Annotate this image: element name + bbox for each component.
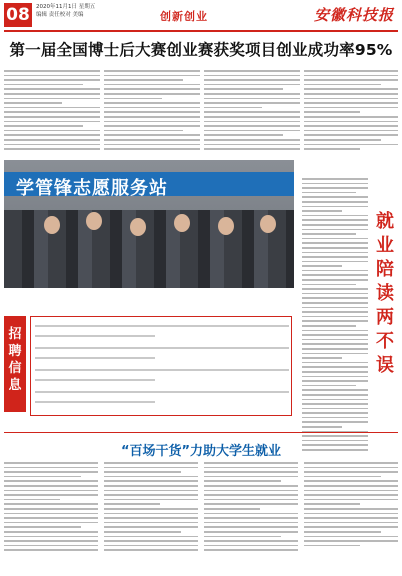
recruit-row [35, 379, 155, 381]
photo-person [44, 216, 60, 234]
issue-editors: 编辑 责任校对 美编 [36, 11, 84, 18]
photo-person [86, 212, 102, 230]
story2-headline: “百场干货”力助大学生就业 [120, 444, 282, 459]
main-headline: 第一届全国博士后大赛创业赛获奖项目创业成功率95% [9, 41, 393, 59]
story2-column-3 [204, 462, 298, 551]
issue-meta [36, 4, 95, 19]
story2-column-1 [4, 462, 98, 551]
side-story-slogan: 就业陪读两不误 [376, 211, 394, 376]
recruit-row [35, 369, 289, 371]
story2-column-2 [104, 462, 198, 551]
section-title: 创新创业 [160, 10, 208, 23]
issue-date: 2020年11月1日 星期五 [36, 4, 96, 10]
recruit-row [35, 357, 155, 359]
side-story-text [302, 178, 368, 451]
masthead-rule [4, 30, 398, 32]
recruit-row [35, 391, 289, 393]
recruit-tag: 招聘信息 [4, 316, 26, 412]
photo-banner-text: 学管锋志愿服务站 [16, 178, 168, 199]
main-story-column-3 [204, 70, 300, 150]
recruit-row [35, 347, 289, 349]
photo-person [130, 218, 146, 236]
main-story-column-1 [4, 70, 100, 150]
story2-column-4 [304, 462, 398, 546]
recruit-row [35, 335, 155, 337]
recruit-row [35, 325, 289, 327]
recruit-box [30, 316, 292, 416]
newspaper-logo: 安徽科技报 [313, 6, 394, 24]
photo-person [174, 214, 190, 232]
main-story-column-2 [104, 70, 200, 150]
photo-person [260, 215, 276, 233]
news-photo [4, 160, 294, 288]
photo-person [218, 217, 234, 235]
section-rule [4, 432, 398, 433]
recruit-row [35, 401, 155, 403]
page-number: 08 [4, 3, 32, 27]
main-story-column-4 [304, 70, 398, 150]
